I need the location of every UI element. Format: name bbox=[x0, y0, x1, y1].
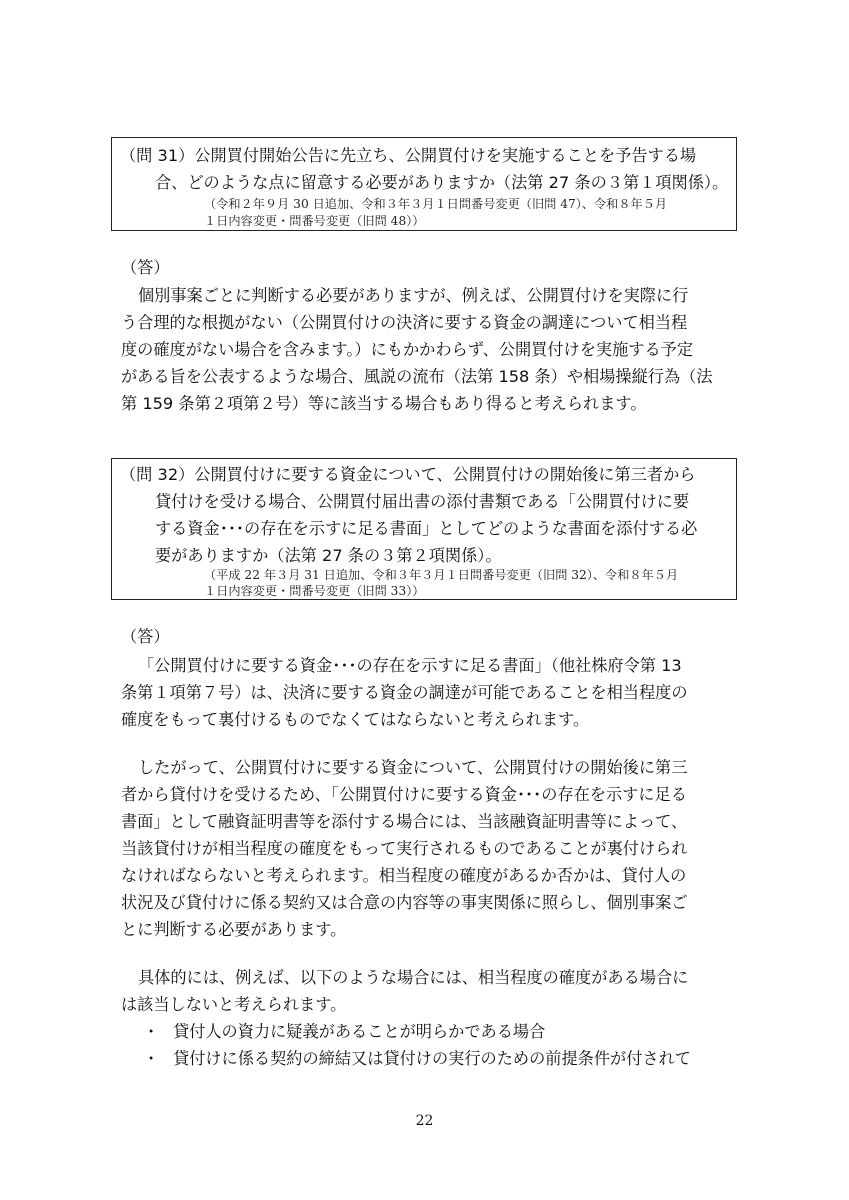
bullet-item-1: 貸付人の資力に疑義があることが明らかである場合 bbox=[173, 1022, 546, 1041]
question-32-line-1: （問 32）公開買付けに要する資金について、公開買付けの開始後に第三者から bbox=[120, 465, 696, 484]
answer-31-line-2: う合理的な根拠がない（公開買付けの決済に要する資金の調達について相当程 bbox=[121, 313, 688, 332]
answer-32-para2-line-7: とに判断する必要があります。 bbox=[121, 920, 347, 939]
answer-32-para3-line-1: 具体的には、例えば、以下のような場合には、相当程度の確度がある場合に bbox=[138, 968, 689, 987]
answer-32-para1-line-3: 確度をもって裏付けるものでなくてはならないと考えられます。 bbox=[121, 710, 590, 729]
question-32-line-3: する資金･･･の存在を示すに足る書面」としてどのような書面を添付する必 bbox=[155, 519, 698, 538]
page-number: 22 bbox=[415, 1113, 434, 1129]
answer-31-line-4: がある旨を公表するような場合、風説の流布（法第 158 条）や相場操縦行為（法 bbox=[121, 367, 713, 386]
answer-32-para2-line-4: 当該貸付けが相当程度の確度をもって実行されるものであることが裏付けられ bbox=[121, 839, 688, 858]
answer-32-para2-line-3: 書面」として融資証明書等を添付する場合には、当該融資証明書等によって、 bbox=[121, 812, 688, 831]
question-32-history-note-2: １日内容変更・問番号変更（旧問 33）） bbox=[204, 584, 425, 598]
question-32-history-note-1: （平成 22 年３月 31 日追加、令和３年３月１日問番号変更（旧問 32）、令和８年５月 bbox=[204, 568, 679, 582]
bullet-mark: ・ bbox=[143, 1022, 160, 1041]
answer-32-para1-line-2: 条第１項第７号）は、決済に要する資金の調達が可能であることを相当程度の bbox=[121, 683, 688, 702]
question-31-history-note-1: （令和２年９月 30 日追加、令和３年３月１日問番号変更（旧問 47）、令和８年５月 bbox=[204, 197, 668, 211]
question-32-line-2: 貸付けを受ける場合、公開買付届出書の添付書類である「公開買付けに要 bbox=[155, 492, 690, 511]
answer-31-line-1: 個別事案ごとに判断する必要がありますが、例えば、公開買付けを実際に行 bbox=[138, 286, 689, 305]
question-32-line-4: 要がありますか（法第 27 条の３第２項関係）。 bbox=[155, 546, 502, 565]
question-31-line-2: 合、どのような点に留意する必要がありますか（法第 27 条の３第１項関係）。 bbox=[155, 173, 729, 192]
question-31-history-note-2: １日内容変更・問番号変更（旧問 48）） bbox=[204, 214, 425, 228]
bullet-mark: ・ bbox=[143, 1049, 160, 1068]
answer-31-line-3: 度の確度がない場合を含みます。）にもかかわらず、公開買付けを実施する予定 bbox=[121, 340, 694, 359]
answer-32-label: （答） bbox=[121, 627, 170, 646]
question-31-line-1: （問 31）公開買付開始公告に先立ち、公開買付けを実施することを予告する場 bbox=[120, 146, 697, 165]
answer-32-para2-line-5: なければならないと考えられます。相当程度の確度があるか否かは、貸付人の bbox=[121, 866, 687, 885]
question-box-31 bbox=[111, 137, 737, 231]
question-box-32 bbox=[111, 458, 737, 600]
answer-32-para2-line-2: 者から貸付けを受けるため、「公開買付けに要する資金･･･の存在を示すに足る bbox=[121, 785, 687, 804]
bullet-item-2: 貸付けに係る契約の締結又は貸付けの実行のための前提条件が付されて bbox=[173, 1049, 691, 1068]
answer-31-label: （答） bbox=[121, 258, 170, 277]
answer-32-para2-line-6: 状況及び貸付けに係る契約又は合意の内容等の事実関係に照らし、個別事案ご bbox=[121, 893, 688, 912]
answer-31-line-5: 第 159 条第２項第２号）等に該当する場合もあり得ると考えられます。 bbox=[121, 394, 647, 413]
answer-32-para1-line-1: 「公開買付けに要する資金･･･の存在を示すに足る書面」（他社株府令第 13 bbox=[138, 656, 682, 675]
answer-32-para3-line-2: は該当しないと考えられます。 bbox=[121, 995, 347, 1014]
answer-32-para2-line-1: したがって、公開買付けに要する資金について、公開買付けの開始後に第三 bbox=[138, 758, 688, 777]
